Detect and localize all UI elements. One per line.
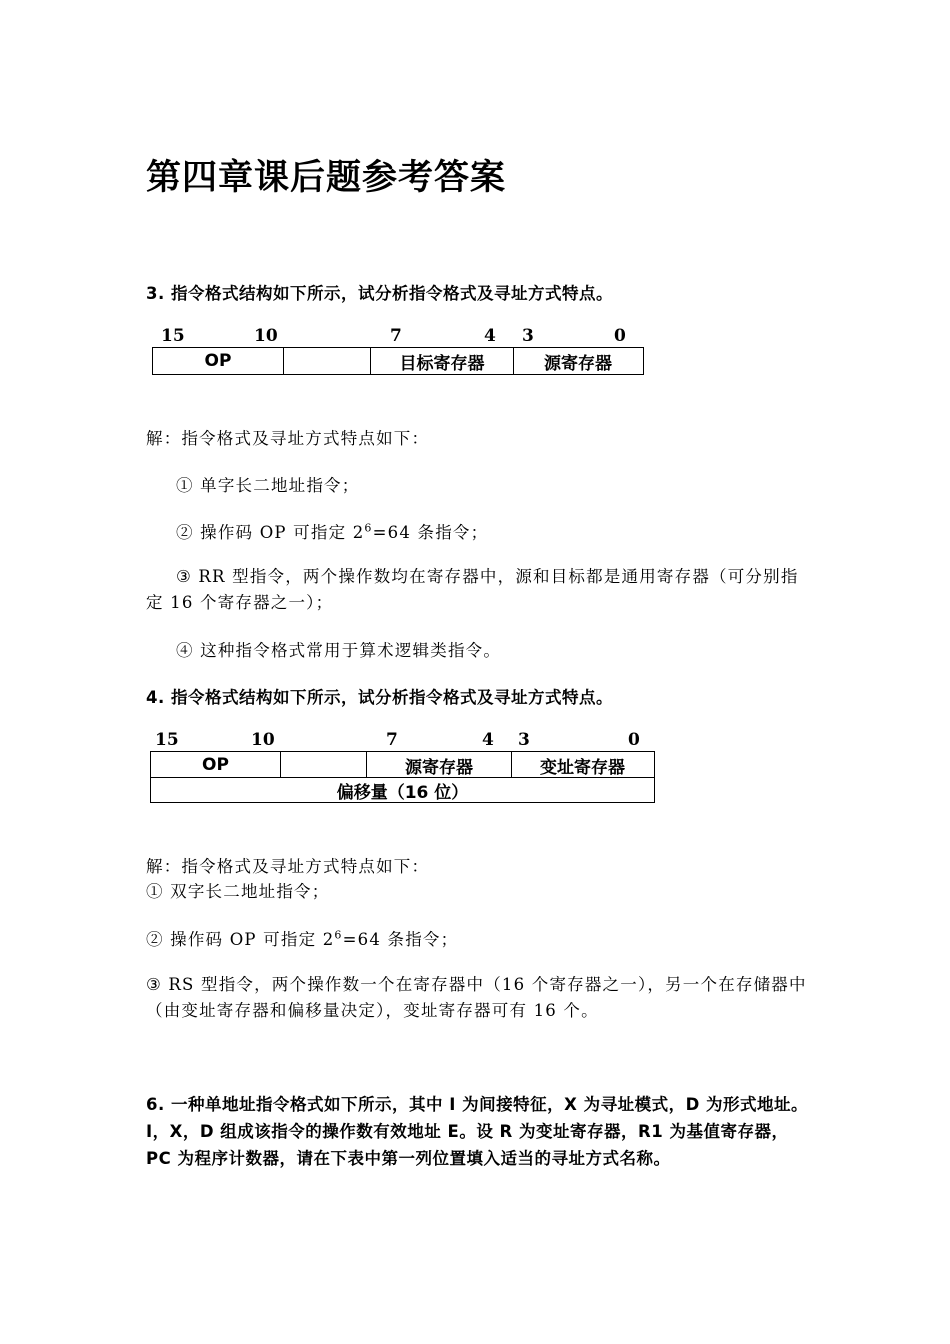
bit-label-7: 7: [386, 730, 398, 750]
bit-label-0: 0: [614, 326, 626, 346]
bit-label-4: 4: [484, 326, 496, 346]
question-4: 4. 指令格式结构如下所示，试分析指令格式及寻址方式特点。: [146, 688, 613, 707]
field-src-register: 源寄存器: [367, 752, 512, 778]
bit-label-7: 7: [390, 326, 402, 346]
page-title: 第四章课后题参考答案: [146, 158, 507, 198]
field-op: OP: [153, 348, 284, 374]
field-src-register: 源寄存器: [544, 353, 612, 374]
q3-item-3: ③ RR 型指令，两个操作数均在寄存器中，源和目标都是通用寄存器（可分别指定 16 个寄存器之一）；: [146, 567, 799, 612]
bit-label-10: 10: [251, 730, 275, 750]
q3-item-1: ① 单字长二地址指令；: [176, 476, 360, 495]
instruction-word: [152, 347, 644, 375]
bit-label-10: 10: [254, 326, 278, 346]
field-blank: [284, 348, 371, 374]
instruction-word-1: [150, 751, 655, 778]
bit-label-15: 15: [155, 730, 179, 750]
field-blank: [281, 752, 367, 778]
q4-item-2: ② 操作码 OP 可指定 $2^6=64$ 条指令；: [146, 928, 459, 949]
bit-label-4: 4: [482, 730, 494, 750]
q3-answer-intro: 解：指令格式及寻址方式特点如下：: [146, 429, 430, 448]
q3-item-4: ④ 这种指令格式常用于算术逻辑类指令。: [176, 641, 502, 660]
q4-item-3: ③ RS 型指令，两个操作数一个在寄存器中（16 个寄存器之一），另一个在存储器中（由变址寄存器和偏移量决定），变址寄存器可有 16 个。: [146, 975, 807, 1020]
question-3: 3. 指令格式结构如下所示，试分析指令格式及寻址方式特点。: [146, 284, 613, 303]
field-op: OP: [151, 752, 281, 778]
instruction-word-2: [150, 777, 655, 803]
bit-label-3: 3: [522, 326, 534, 346]
field-index-register: 变址寄存器: [540, 757, 625, 778]
field-offset: 偏移量（16 位）: [336, 782, 469, 803]
question-6: 6. 一种单地址指令格式如下所示，其中 I 为间接特征，X 为寻址模式，D 为形式地址。I，X，D 组成该指令的操作数有效地址 E。设 R 为变址寄存器，R1 为基值寄存器，PC 为程序计数器，请在下表中第一列位置填入适当的寻址方式名称。: [146, 1095, 809, 1168]
bit-label-0: 0: [628, 730, 640, 750]
q3-item-2: ② 操作码 OP 可指定 $2^6=64$ 条指令；: [176, 521, 489, 542]
q4-item-1: ① 双字长二地址指令；: [146, 882, 330, 901]
q4-answer-intro: 解：指令格式及寻址方式特点如下：: [146, 857, 430, 876]
bit-label-3: 3: [518, 730, 530, 750]
bit-label-15: 15: [161, 326, 185, 346]
field-dest-register: 目标寄存器: [371, 348, 514, 374]
